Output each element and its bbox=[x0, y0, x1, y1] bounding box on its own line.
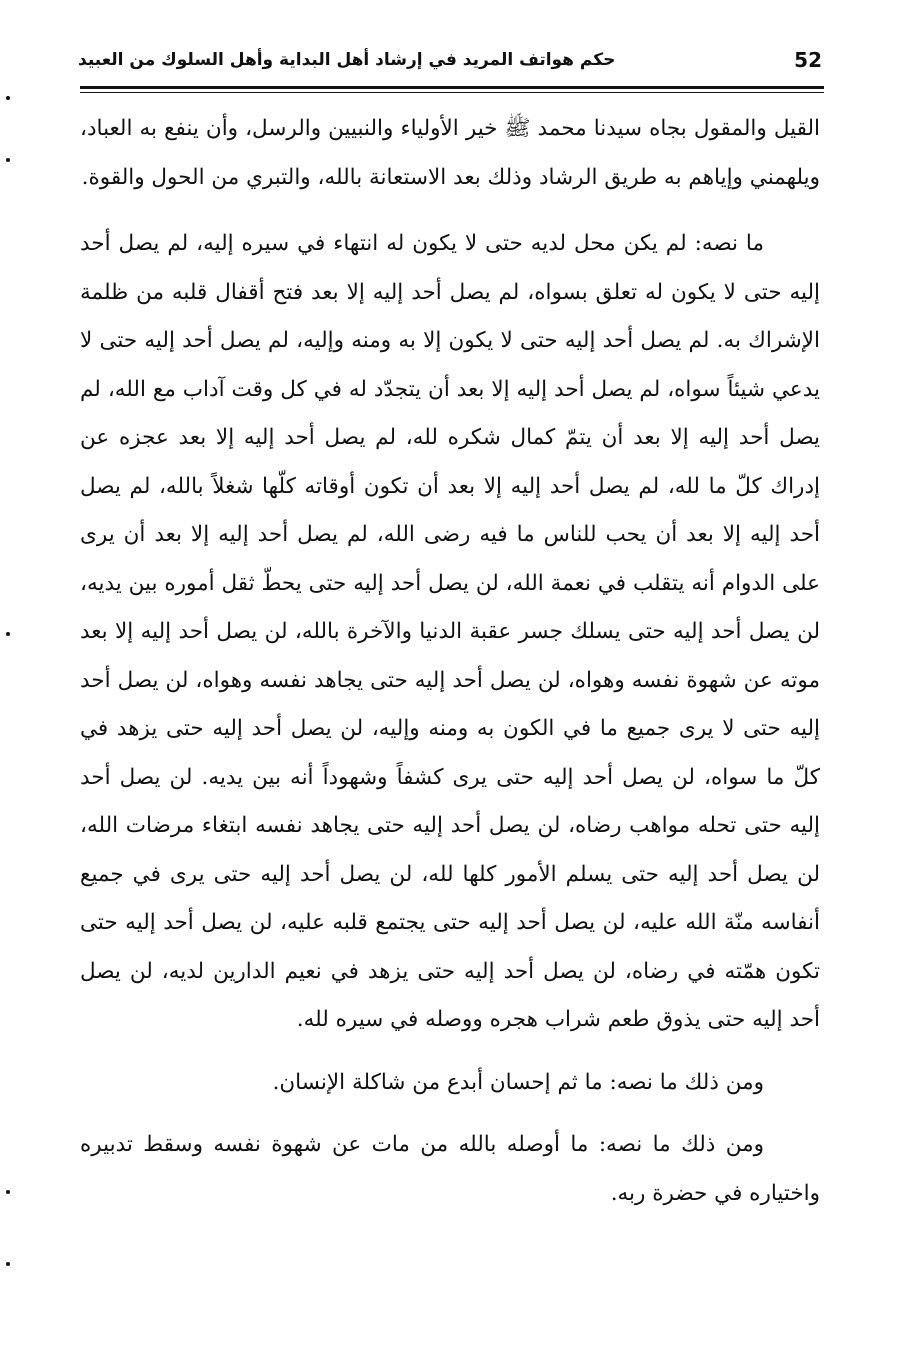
paragraph-1: القيل والمقول بجاه سيدنا محمد ﷺ خير الأولياء والنبيين والرسل، وأن ينفع به العباد، ويلهمني وإياهم به طريق الرشاد وذلك بعد الاستعانة بالله، والتبري من الحول والقوة. bbox=[80, 116, 820, 190]
paragraph-4: ومن ذلك ما نصه: ما أوصله بالله من مات عن شهوة نفسه وسقط تدبيره واختياره في حضرة ربه. bbox=[80, 1132, 820, 1206]
scan-speck bbox=[6, 96, 10, 100]
scan-speck bbox=[6, 1262, 10, 1266]
page-header bbox=[78, 44, 822, 80]
page-number: 52 bbox=[794, 48, 822, 72]
scan-speck bbox=[6, 158, 10, 162]
scan-speck bbox=[6, 1190, 10, 1194]
running-title: حكم هواتف المريد في إرشاد أهل البداية وأهل السلوك من العبيد bbox=[78, 50, 616, 70]
header-rule-thick bbox=[80, 86, 824, 89]
paragraph-2: ما نصه: لم يكن محل لديه حتى لا يكون له انتهاء في سيره إليه، لم يصل أحد إليه حتى لا يكون له تعلق بسواه، لم يصل أحد إليه إلا بعد فتح أقفال قلبه من ظلمة الإشراك به. لم يصل أحد إليه حتى لا يكون إلا به ومنه وإليه، لم يصل أحد إليه حتى لا يدعي شيئاً سواه، لم يصل أحد إليه إلا بعد أن يتجدّد له في كل وقت آداب مع الله، لم يصل أحد إليه إلا بعد أن يتمّ كمال شكره لله، لم يصل أحد إليه إلا بعد عجزه عن إدراك كلّ ما لله، لم يصل أحد إليه إلا بعد أن تكون أوقاته كلّها شغلاً بالله، لم يصل أحد إليه إلا بعد أن يحب للناس ما فيه رضى الله، لم يصل أحد إليه إلا بعد أن يرى على الدوام أنه يتقلب في نعمة الله، لن يصل أحد إليه حتى يحطّ ثقل أموره بين يديه، لن يصل أحد إليه حتى يسلك جسر عقبة الدنيا والآخرة بالله، لن يصل أحد إليه إلا بعد موته عن شهوة نفسه وهواه، لن يصل أحد إليه حتى يجاهد نفسه وهواه، لن يصل أحد إليه حتى لا يرى جميع ما في الكون به ومنه وإليه، لن يصل أحد إليه حتى يزهد في كلّ ما سواه، لن يصل أحد إليه حتى يرى كشفاً وشهوداً أنه بين يديه. لن يصل أحد إليه حتى تحله مواهب رضاه، لن يصل أحد إليه حتى يجاهد نفسه ابتغاء مرضات الله، لن يصل أحد إليه حتى يسلم الأمور كلها لله، لن يصل أحد إليه حتى يرى في جميع أنفاسه منّة الله عليه، لن يصل أحد إليه حتى يجتمع قلبه عليه، لن يصل أحد إليه حتى تكون همّته في رضاه، لن يصل أحد إليه حتى يزهد في نعيم الدارين لديه، لن يصل أحد إليه حتى يذوق طعم شراب هجره ووصله في سيره لله. bbox=[80, 231, 820, 1032]
paragraph-3: ومن ذلك ما نصه: ما ثم إحسان أبدع من شاكلة الإنسان. bbox=[272, 1069, 764, 1095]
page-body bbox=[80, 105, 820, 1218]
scan-speck bbox=[6, 632, 10, 636]
header-rule-thin bbox=[80, 92, 824, 93]
